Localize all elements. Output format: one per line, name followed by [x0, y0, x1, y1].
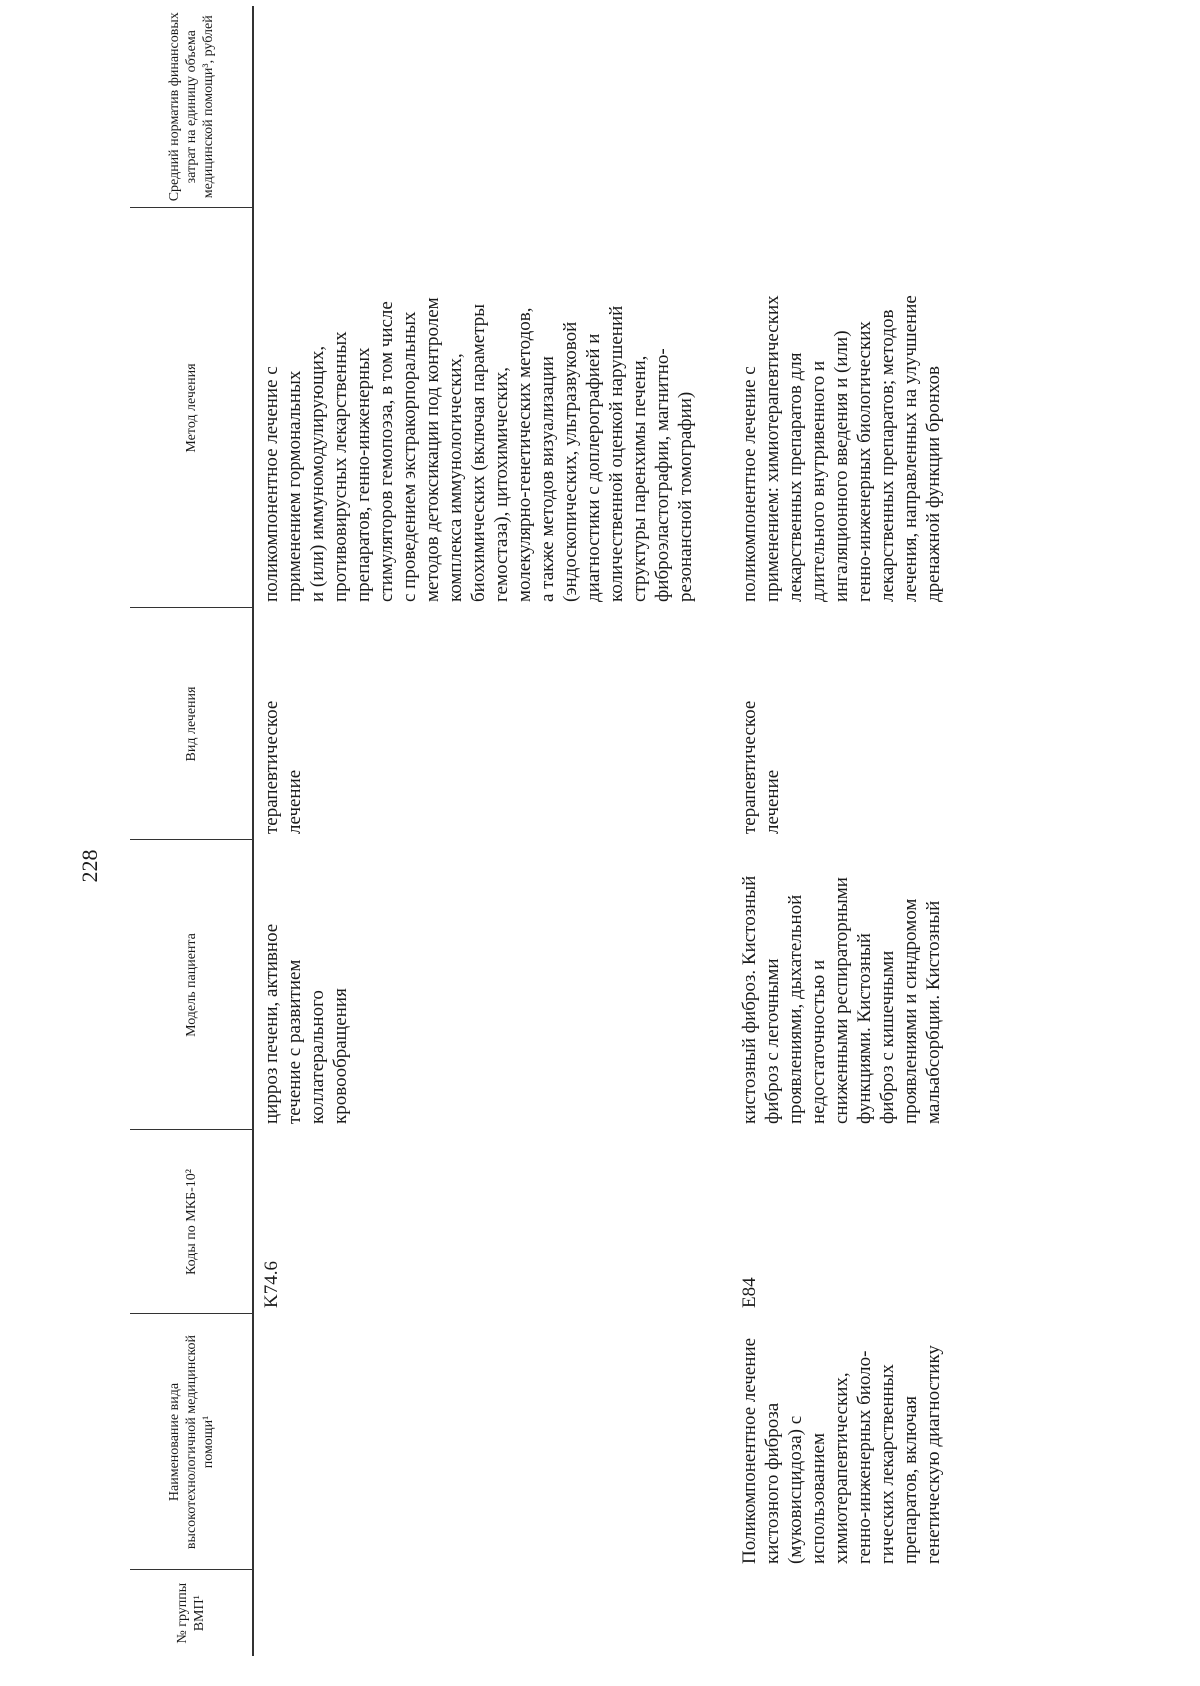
text-line: противовирусных лекарственных — [330, 331, 351, 602]
text-line: фиброз с легочными — [762, 958, 783, 1124]
text-line: проявлениями и синдромом — [900, 898, 921, 1124]
header-group-no: № группы ВМП¹ — [130, 1570, 253, 1656]
cell-codes: K74.6 — [261, 1261, 282, 1308]
text-line: кистозный фиброз. Кистозный — [739, 875, 760, 1124]
text-line: количественной оценкой нарушений — [606, 305, 627, 602]
text-line: биохимических (включая параметры — [468, 303, 489, 602]
table-header — [130, 6, 253, 1656]
text-line: применением: химиотерапевтических — [762, 295, 783, 602]
text-line: с проведением экстракорпоральных — [399, 311, 420, 602]
text-line: применением гормональных — [284, 370, 305, 602]
text-line: молекулярно-генетических методов, — [514, 307, 535, 602]
cell-patient-model — [734, 840, 949, 1130]
text-line: стимуляторов гемопоэза, в том числе — [376, 301, 397, 602]
text-line: лекарственных препаратов для — [785, 352, 806, 602]
text-line: гемостаза), цитохимических, — [491, 367, 512, 602]
text-line: течение с развитием — [284, 959, 305, 1124]
text-line: а также методов визуализации — [537, 356, 558, 602]
text-line: поликомпонентное лечение с — [739, 366, 760, 602]
text-line: лекарственных препаратов; методов — [877, 309, 898, 602]
header-patient-model: Модель пациента — [130, 840, 253, 1130]
text-line: поликомпонентное лечение с — [261, 366, 282, 602]
text-line: сниженными респираторными — [831, 877, 852, 1124]
text-line: генно-инженерных биологических — [854, 321, 875, 602]
cell-name — [734, 1314, 949, 1570]
text-line: фиброз с кишечными — [877, 950, 898, 1124]
text-line: лечение — [284, 769, 305, 834]
text-line: терапевтическое — [261, 700, 282, 834]
vmp-table — [130, 6, 949, 1656]
header-cost: Средний норматив финансовых затрат на единицу объема медицинской помощи³, рублей — [130, 6, 253, 208]
text-line: использованием — [808, 1432, 829, 1564]
cell-patient-model — [253, 840, 734, 1130]
text-line: препаратов, генно-инженерных — [353, 347, 374, 602]
cell-codes: E84 — [739, 1277, 760, 1308]
text-line: гических лекарственных — [877, 1364, 898, 1564]
cell-name — [253, 1314, 734, 1570]
cell-group-no — [734, 1570, 949, 1656]
cell-treatment-kind — [253, 608, 734, 840]
text-line: (эндоскопических, ультразвуковой — [560, 321, 581, 602]
text-line: цирроз печени, активное — [261, 923, 282, 1124]
text-line: структуры паренхимы печени, — [629, 355, 650, 602]
cell-cost — [253, 6, 734, 208]
text-line: кровообращения — [330, 988, 351, 1124]
cell-group-no — [253, 1570, 734, 1656]
text-line: диагностики с доплерографией и — [583, 333, 604, 602]
text-line: комплекса иммунологических, — [445, 353, 466, 602]
text-line: дренажной функции бронхов — [923, 366, 944, 602]
text-line: ингаляционного введения и (или) — [831, 330, 852, 602]
text-line: коллатерального — [307, 990, 328, 1124]
text-line: проявлениями, дыхательной — [785, 894, 806, 1124]
text-line: (муковисцидоза) с — [785, 1415, 806, 1564]
text-line: генно-инженерных биоло- — [854, 1350, 875, 1564]
text-line: генетическую диагностику — [923, 1345, 944, 1564]
header-codes: Коды по МКБ-10² — [130, 1130, 253, 1314]
text-line: Поликомпонентное лечение — [739, 1337, 760, 1564]
text-line: фиброэластографии, магнитно- — [652, 348, 673, 602]
table-row — [734, 6, 949, 1656]
text-line: кистозного фиброза — [762, 1402, 783, 1564]
text-line: методов детоксикации под контролем — [422, 297, 443, 602]
cell-cost — [734, 6, 949, 208]
header-treatment-method: Метод лечения — [130, 208, 253, 608]
cell-treatment-kind — [734, 608, 949, 840]
header-name: Наименование вида высокотехнологичной медицинской помощи¹ — [130, 1314, 253, 1570]
text-line: терапевтическое — [739, 700, 760, 834]
table-body — [253, 6, 949, 1656]
text-line: резонансной томографии) — [675, 391, 696, 602]
text-line: мальабсорбции. Кистозный — [923, 900, 944, 1124]
text-line: лечения, направленных на улучшение — [900, 295, 921, 602]
cell-treatment-method — [253, 208, 734, 608]
page-number: 228 — [77, 849, 102, 883]
text-line: лечение — [762, 769, 783, 834]
text-line: препаратов, включая — [900, 1395, 921, 1564]
cell-treatment-method — [734, 208, 949, 608]
text-line: недостаточностью и — [808, 959, 829, 1124]
text-line: химиотерапевтических, — [831, 1372, 852, 1564]
text-line: функциями. Кистозный — [854, 933, 875, 1124]
table-row — [253, 6, 734, 1656]
header-treatment-kind: Вид лечения — [130, 608, 253, 840]
text-line: и (или) иммуномодулирующих, — [307, 345, 328, 602]
text-line: длительного внутривенного и — [808, 360, 829, 602]
